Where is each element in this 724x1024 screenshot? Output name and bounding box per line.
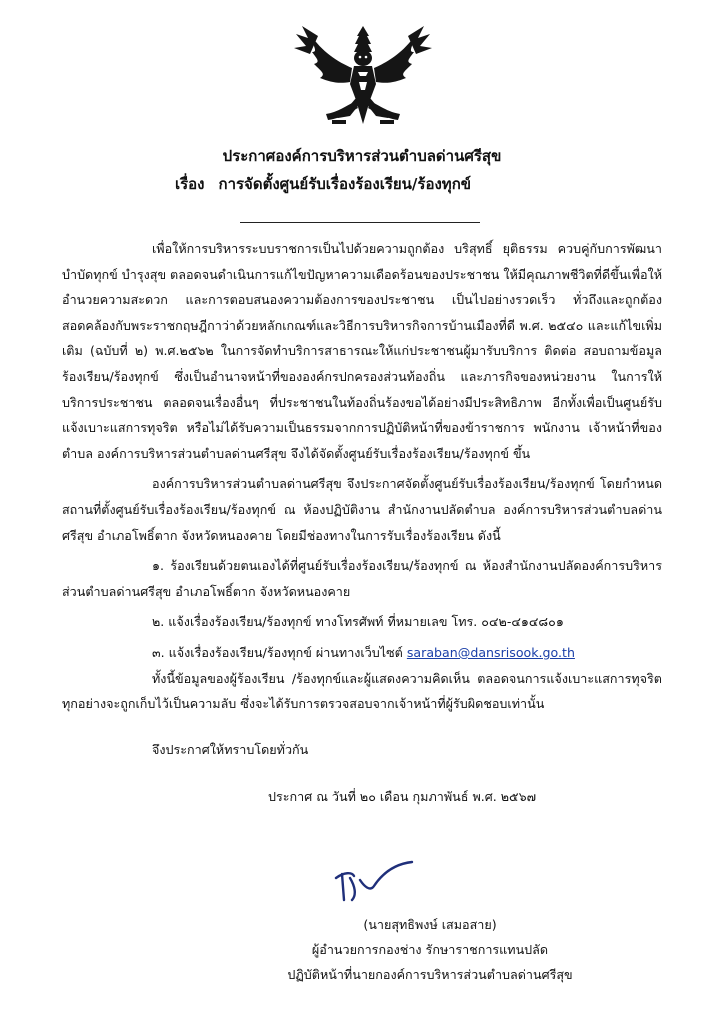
channel-website-text: ๓. แจ้งเรื่องร้องเรียน/ร้องทุกข์ ผ่านทางเว็บไซต์	[152, 644, 403, 660]
title-divider	[240, 222, 480, 223]
channel-item-website	[62, 640, 662, 666]
signer-block	[240, 912, 620, 987]
announcement-title: ประกาศองค์การบริหารส่วนตำบลด่านศรีสุข	[222, 147, 502, 165]
signer-acting-position: ปฏิบัติหน้าที่นายกองค์การบริหารส่วนตำบลด่านศรีสุข	[287, 967, 573, 982]
paragraph-establishment: องค์การบริหารส่วนตำบลด่านศรีสุข จึงประกาศจัดตั้งศูนย์รับเรื่องร้องเรียน/ร้องทุกข์ โดยกำหนดสถานที่ตั้งศูนย์รับเรื่องร้องเรียน/ร้องทุกข์ ณ ห้องปฏิบัติงาน สำนักงานปลัดตำบล องค์การบริหารส่วนตำบลด่านศรีสุข อำเภอโพธิ์ตาก จังหวัดหนองคาย โดยมีช่องทางในการรับเรื่องร้องเรียน ดังนี้	[62, 476, 662, 543]
announcement-subject: การจัดตั้งศูนย์รับเรื่องร้องเรียน/ร้องทุกข์	[218, 175, 472, 193]
email-link[interactable]: saraban@dansrisook.go.th	[406, 644, 575, 660]
announcement-date: ประกาศ ณ วันที่ ๒๐ เดือน กุมภาพันธ์ พ.ศ. ๒๕๖๗	[268, 789, 537, 804]
subject-label: เรื่อง	[174, 175, 205, 193]
announcement-subject-line	[0, 170, 724, 198]
signer-position: ผู้อำนวยการกองช่าง รักษาราชการแทนปลัด	[311, 942, 549, 957]
channel-item: ๒. แจ้งเรื่องร้องเรียน/ร้องทุกข์ ทางโทรศัพท์ ที่หมายเลข โทร. ๐๔๒-๔๑๔๘๐๑	[152, 614, 564, 630]
paragraph-purpose: เพื่อให้การบริหารระบบราชการเป็นไปด้วยความถูกต้อง บริสุทธิ์ ยุติธรรม ควบคู่กับการพัฒนา บำบัดทุกข์ บำรุงสุข ตลอดจนดำเนินการแก้ไขปัญหาความเดือดร้อนของประชาชน ให้มีคุณภาพชีวิตที่ดีขึ้นเพื่อให้อำนวยความสะดวก และการตอบสนองความต้องการของประชาชน เป็นไปอย่างรวดเร็ว ทั่วถึงและถูกต้องสอดคล้องกับพระราชกฤษฎีกาว่าด้วยหลักเกณฑ์และวิธีการบริหารกิจการบ้านเมืองที่ดี พ.ศ. ๒๕๔๐ และแก้ไขเพิ่มเติม (ฉบับที่ ๒) พ.ศ.๒๕๖๒ ในการจัดทำบริการสาธารณะให้แก่ประชาชนผู้มารับบริการ ติดต่อ สอบถามข้อมูล ร้องเรียน/ร้องทุกข์ ซึ่งเป็นอำนาจหน้าที่ขององค์กรปกครองส่วนท้องถิ่น และภารกิจของหน่วยงาน ในการให้บริการประชาชน ตลอดจนเรื่องอื่นๆ ที่ประชาชนในท้องถิ่นร้องขอได้อย่างมีประสิทธิภาพ อีกทั้งเพื่อเป็นศูนย์รับแจ้งเบาะแสการทุจริต หรือไม่ได้รับความเป็นธรรมจากการปฏิบัติหน้าที่ของข้าราชการ พนักงาน เจ้าหน้าที่ของตำบล องค์การบริหารส่วนตำบลด่านศรีสุข จึงได้จัดตั้งศูนย์รับเรื่องร้องเรียน/ร้องทุกข์ ขึ้น	[62, 241, 663, 461]
signer-name: (นายสุทธิพงษ์ เสมอสาย)	[363, 917, 497, 932]
garuda-emblem-icon	[288, 22, 438, 128]
handwritten-signature	[330, 858, 420, 904]
channel-item: ๑. ร้องเรียนด้วยตนเองได้ที่ศูนย์รับเรื่องร้องเรียน/ร้องทุกข์ ณ ห้องสำนักงานปลัดองค์การบริหารส่วนตำบลด่านศรีสุข อำเภอโพธิ์ตาก จังหวัดหนองคาย	[62, 558, 662, 599]
closing-statement: จึงประกาศให้ทราบโดยทั่วกัน	[152, 741, 309, 757]
announcement-body	[62, 236, 662, 762]
paragraph-confidentiality: ทั้งนี้ข้อมูลของผู้ร้องเรียน /ร้องทุกข์และผู้แสดงความคิดเห็น ตลอดจนการแจ้งเบาะแสการทุจริตทุกอย่างจะถูกเก็บไว้เป็นความลับ ซึ่งจะได้รับการตรวจสอบจากเจ้าหน้าที่ผู้รับผิดชอบเท่านั้น	[62, 670, 662, 712]
announcement-heading	[0, 142, 724, 198]
